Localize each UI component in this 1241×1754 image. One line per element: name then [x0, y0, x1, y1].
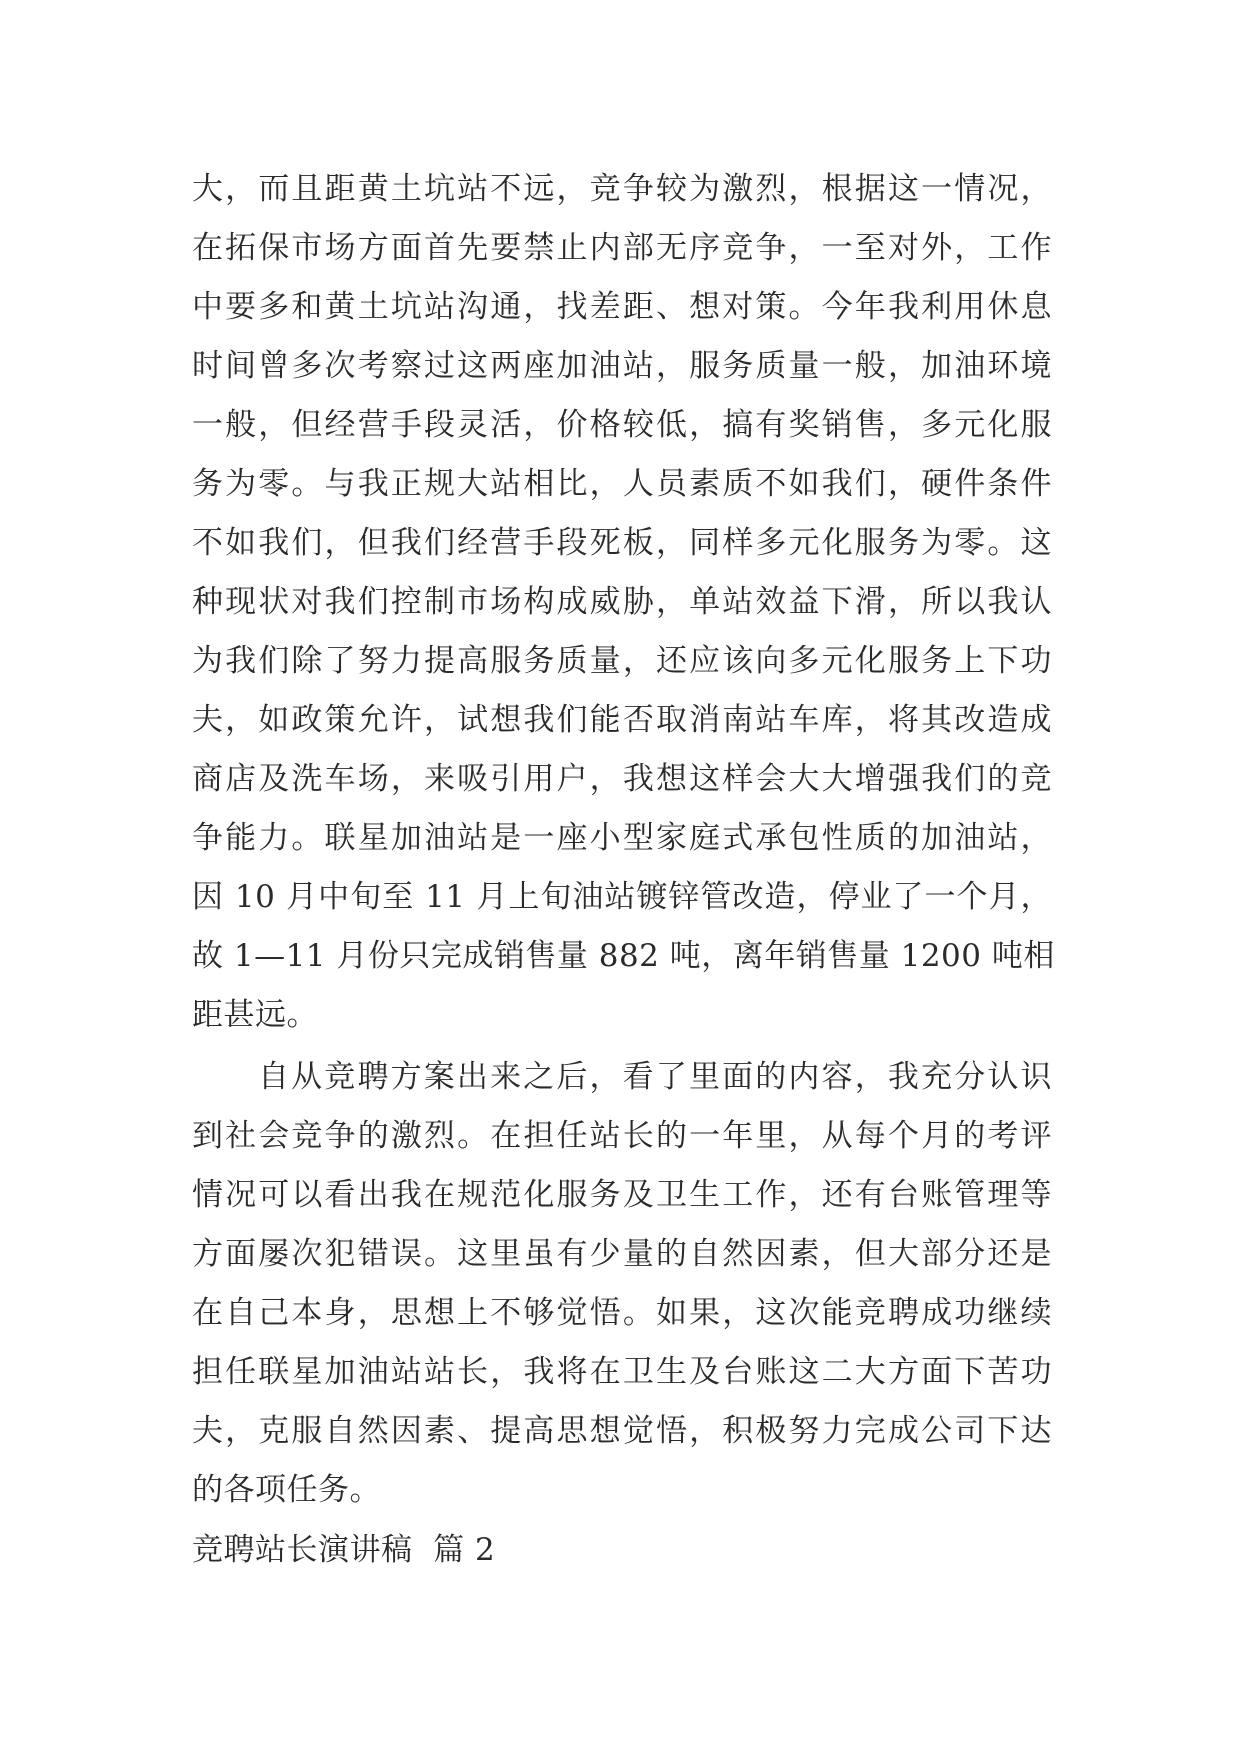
paragraph-first-line: 自从竞聘方案出来之后，看了里面的内容，我充分认识 — [258, 1059, 1052, 1095]
body-line: 一般，但经营手段灵活，价格较低，搞有奖销售，多元化服 — [192, 407, 1052, 443]
section-heading: 竞聘站长演讲稿 篇 2 — [192, 1532, 496, 1568]
body-line: 务为零。与我正规大站相比，人员素质不如我们，硬件条件 — [192, 466, 1052, 502]
body-line: 因 10 月中旬至 11 月上旬油站镀锌管改造，停业了一个月， — [192, 879, 1052, 915]
body-line: 到社会竞争的激烈。在担任站长的一年里，从每个月的考评 — [192, 1118, 1052, 1154]
body-line: 方面屡次犯错误。这里虽有少量的自然因素，但大部分还是 — [192, 1236, 1052, 1272]
body-line: 担任联星加油站站长，我将在卫生及台账这二大方面下苦功 — [192, 1354, 1052, 1390]
body-line: 夫，如政策允许，试想我们能否取消南站车库，将其改造成 — [192, 702, 1052, 738]
body-line: 大，而且距黄土坑站不远，竞争较为激烈，根据这一情况， — [192, 171, 1052, 207]
body-line: 夫，克服自然因素、提高思想觉悟，积极努力完成公司下达 — [192, 1413, 1052, 1449]
body-line: 故 1—11 月份只完成销售量 882 吨，离年销售量 1200 吨相 — [192, 938, 1055, 974]
body-line: 情况可以看出我在规范化服务及卫生工作，还有台账管理等 — [192, 1177, 1052, 1213]
body-line: 时间曾多次考察过这两座加油站，服务质量一般，加油环境 — [192, 348, 1052, 384]
body-line: 在拓保市场方面首先要禁止内部无序竞争，一至对外，工作 — [192, 230, 1052, 266]
body-line: 为我们除了努力提高服务质量，还应该向多元化服务上下功 — [192, 643, 1052, 679]
body-line: 在自己本身，思想上不够觉悟。如果，这次能竞聘成功继续 — [192, 1295, 1052, 1331]
body-line: 商店及洗车场，来吸引用户，我想这样会大大增强我们的竞 — [192, 761, 1052, 797]
body-line: 的各项任务。 — [192, 1472, 381, 1508]
body-line: 种现状对我们控制市场构成威胁，单站效益下滑，所以我认 — [192, 584, 1052, 620]
body-line: 距甚远。 — [192, 997, 318, 1033]
body-line: 争能力。联星加油站是一座小型家庭式承包性质的加油站， — [192, 820, 1052, 856]
body-line: 中要多和黄土坑站沟通，找差距、想对策。今年我利用休息 — [192, 289, 1052, 325]
body-line: 不如我们，但我们经营手段死板，同样多元化服务为零。这 — [192, 525, 1052, 561]
